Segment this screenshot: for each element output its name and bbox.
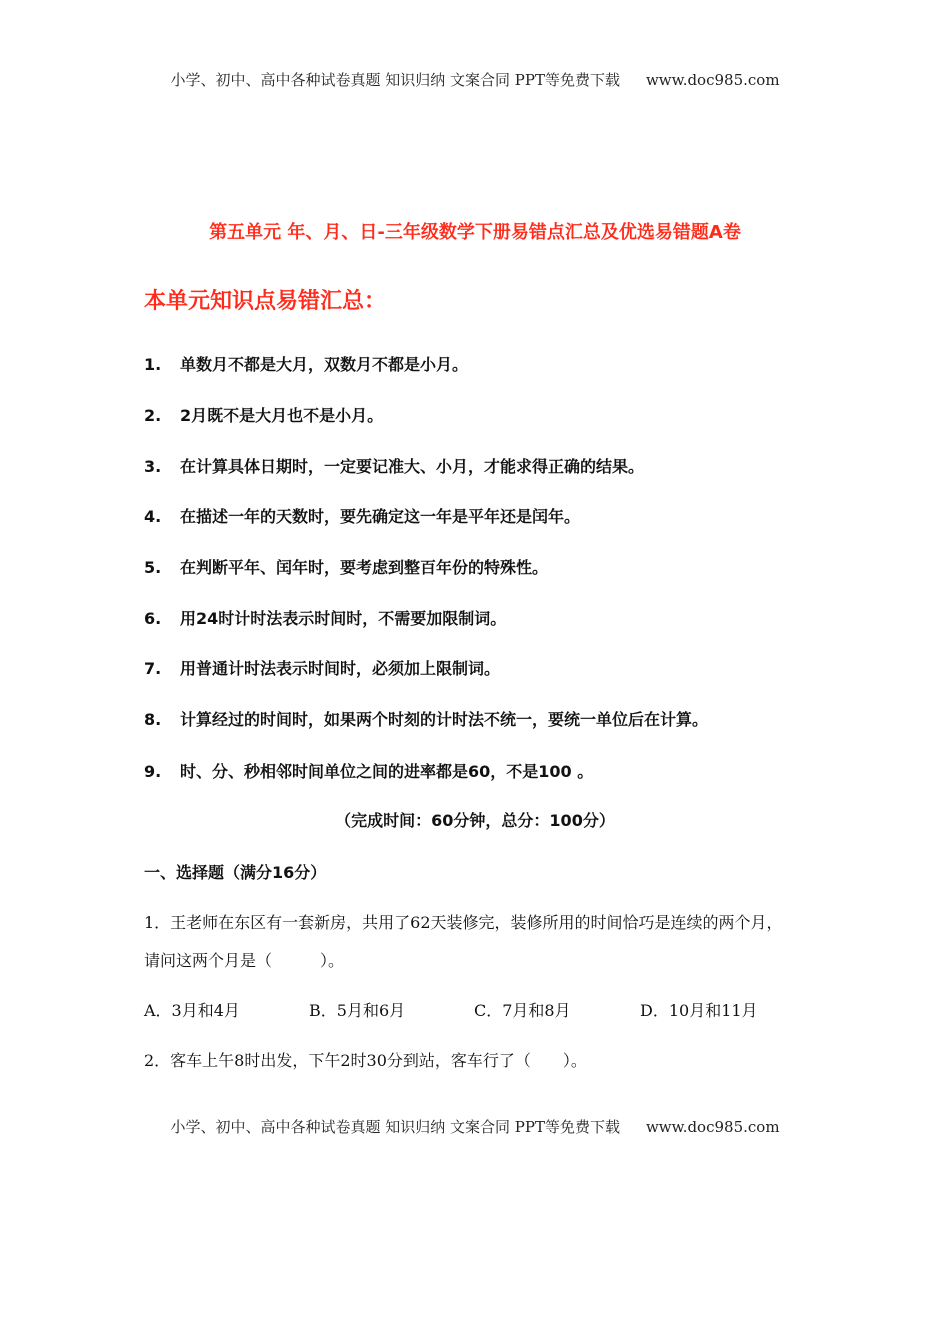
- point-text: 用24时计时法表示时间时，不需要加限制词。: [180, 609, 507, 628]
- point-number: 5.: [144, 558, 162, 577]
- point-text: 时、分、秒相邻时间单位之间的进率都是60，不是100 。: [180, 762, 594, 781]
- document-title: 第五单元 年、月、日-三年级数学下册易错点汇总及优选易错题A卷: [209, 222, 741, 243]
- point-text: 在计算具体日期时，一定要记准大、小月，才能求得正确的结果。: [180, 457, 645, 476]
- point-number: 1.: [144, 355, 162, 374]
- banner-site: www.doc985.com: [645, 71, 780, 89]
- point-text: 用普通计时法表示时间时，必须加上限制词。: [180, 659, 501, 678]
- point-text: 在判断平年、闰年时，要考虑到整百年份的特殊性。: [180, 558, 549, 577]
- point-number: 8.: [144, 710, 162, 729]
- banner-text: 小学、初中、高中各种试卷真题 知识归纳 文案合同 PPT等免费下载: [170, 71, 620, 89]
- question-1-line-2: 请问这两个月是（ ）。: [144, 951, 345, 970]
- point-number: 2.: [144, 406, 162, 425]
- time-note: （完成时间：60分钟，总分：100分）: [335, 811, 615, 830]
- error-point: [144, 606, 506, 629]
- point-number: 7.: [144, 659, 162, 678]
- point-text: 计算经过的时间时，如果两个时刻的计时法不统一，要统一单位后在计算。: [180, 710, 709, 729]
- part-heading: 一、选择题（满分16分）: [144, 863, 327, 882]
- error-point: [144, 454, 644, 477]
- question-1-option-c: C．7月和8月: [474, 1001, 571, 1020]
- question-1-option-a: A．3月和4月: [144, 1001, 240, 1020]
- question-1-option-d: D．10月和11月: [640, 1001, 758, 1020]
- header-banner: [0, 69, 950, 90]
- error-point: [144, 656, 500, 679]
- point-text: 在描述一年的天数时，要先确定这一年是平年还是闰年。: [180, 507, 581, 526]
- point-number: 4.: [144, 507, 162, 526]
- error-point: [144, 352, 468, 375]
- error-point: [144, 707, 708, 730]
- question-1-option-b: B．5月和6月: [309, 1001, 406, 1020]
- question-2-line-1: 2．客车上午8时出发，下午2时30分到站，客车行了（ ）。: [144, 1051, 587, 1070]
- banner-text: 小学、初中、高中各种试卷真题 知识归纳 文案合同 PPT等免费下载: [170, 1118, 620, 1136]
- banner-site: www.doc985.com: [645, 1118, 780, 1136]
- footer-banner: [0, 1116, 950, 1137]
- error-point: [144, 504, 580, 527]
- question-1-line-1: 1．王老师在东区有一套新房，共用了62天装修完，装修所用的时间恰巧是连续的两个月，: [144, 913, 783, 932]
- error-point: [144, 759, 593, 782]
- point-text: 2月既不是大月也不是小月。: [180, 406, 384, 425]
- point-text: 单数月不都是大月，双数月不都是小月。: [180, 355, 469, 374]
- section-heading: 本单元知识点易错汇总：: [144, 289, 387, 314]
- point-number: 3.: [144, 457, 162, 476]
- point-number: 6.: [144, 609, 162, 628]
- error-point: [144, 403, 383, 426]
- point-number: 9.: [144, 762, 162, 781]
- error-point: [144, 555, 548, 578]
